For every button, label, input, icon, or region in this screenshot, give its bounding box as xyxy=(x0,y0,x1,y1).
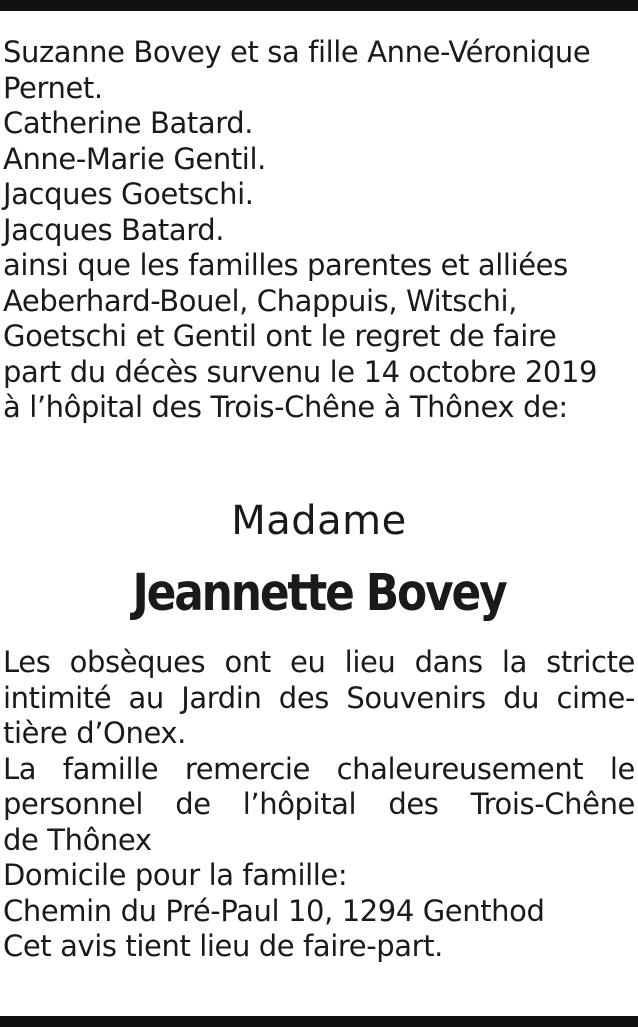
body-line: tière d’Onex. xyxy=(3,716,186,750)
intro-line: Anne-Marie Gentil. xyxy=(3,141,266,176)
bottom-border-rule xyxy=(0,1016,638,1027)
intro-line: Jacques Goetschi. xyxy=(3,177,254,211)
intro-line: Pernet. xyxy=(3,70,103,105)
intro-line: Catherine Batard. xyxy=(3,106,254,140)
family-announcement xyxy=(3,35,635,426)
body-line: intimité au Jardin des Souvenirs du cime- xyxy=(3,680,635,715)
intro-line: Jacques Batard. xyxy=(3,212,225,247)
body-line: La famille remercie chaleureusement le xyxy=(3,751,635,786)
body-line: Cet avis tient lieu de faire-part. xyxy=(3,929,443,963)
intro-line: Goetschi et Gentil ont le regret de faire xyxy=(3,319,557,353)
top-border-rule xyxy=(0,0,638,11)
honorific: Madame xyxy=(231,498,407,544)
funeral-details xyxy=(3,645,635,965)
intro-line: ainsi que les familles parentes et alliées xyxy=(3,248,568,282)
body-line: Domicile pour la famille: xyxy=(3,858,348,892)
body-line: Les obsèques ont eu lieu dans la stricte xyxy=(3,645,635,679)
intro-line: à l’hôpital des Trois-Chêne à Thônex de: xyxy=(3,390,568,424)
intro-line: Suzanne Bovey et sa fille Anne-Véronique xyxy=(3,35,591,69)
intro-line: Aeberhard-Bouel, Chappuis, Witschi, xyxy=(3,283,517,318)
intro-line: part du décès survenu le 14 octobre 2019 xyxy=(3,354,598,389)
body-line: Chemin du Pré-Paul 10, 1294 Genthod xyxy=(3,893,545,928)
body-line: de Thônex xyxy=(3,822,152,857)
deceased-name: Jeannette Bovey xyxy=(132,564,506,623)
body-line: personnel de l’hôpital des Trois-Chêne xyxy=(3,787,635,821)
